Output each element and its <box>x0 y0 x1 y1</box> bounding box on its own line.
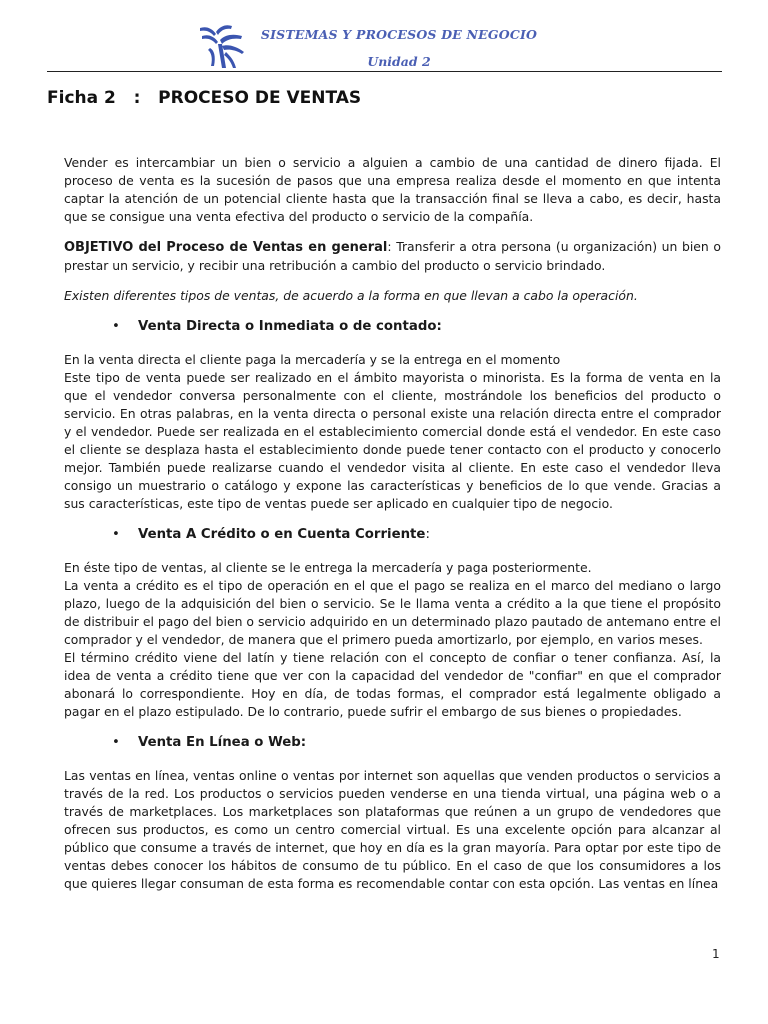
bullet-dot-icon: • <box>112 319 120 334</box>
unit-label: Unidad 2 <box>367 54 431 69</box>
bullet-dot-icon: • <box>112 527 120 542</box>
course-title: SISTEMAS Y PROCESOS DE NEGOCIO <box>260 27 538 42</box>
section-paragraph: El término crédito viene del latín y tiene relación con el concepto de confiar o tener confianza. Así, la idea de venta a crédito tiene que ver con la capacidad del vendedor de "confiar" en que el comprador abonará lo correspondiente. Hoy en día, de todas formas, el comprador está legalmente obligado a pagar en el plazo estipulado. De lo contrario, puede sufrir el embargo de sus bienes o propiedades. <box>64 650 721 719</box>
objective-paragraph <box>64 238 721 275</box>
bullet-dot-icon: • <box>112 735 120 750</box>
section-heading-direct-sale <box>0 317 721 337</box>
section-heading-text <box>138 525 430 545</box>
section-paragraph: Las ventas en línea, ventas online o ventas por internet son aquellas que venden productos o servicios a través de la red. Los productos o servicios pueden venderse en una tienda virtual, una página web o a través de marketplaces. Los marketplaces son plataformas que reúnen a un grupo de vendedores que ofrecen sus productos, es como un centro comercial virtual. Es una excelente opción para alcanzar al público que consume a través de internet, que hoy en día es la gran mayoría. Para optar por este tipo de ventas debes conocer los hábitos de consumo de tu público. En el caso de que los consumidores a los que quieres llegar consuman de esta forma es recomendable contar con esta opción. Las ventas en línea <box>64 768 721 891</box>
section-heading-suffix: : <box>425 527 430 542</box>
page-number: 1 <box>712 947 720 961</box>
section-paragraph: En la venta directa el cliente paga la mercadería y se la entrega en el momento <box>64 352 561 367</box>
section-paragraph: En éste tipo de ventas, al cliente se le entrega la mercadería y paga posteriormente. <box>64 560 592 575</box>
document-body <box>64 154 721 893</box>
university-logo-icon <box>196 22 248 70</box>
section-heading-text: Venta Directa o Inmediata o de contado: <box>138 319 442 334</box>
page-title: Ficha 2 : PROCESO DE VENTAS <box>47 88 362 108</box>
header-divider <box>47 71 722 72</box>
section-paragraph: Este tipo de venta puede ser realizado en el ámbito mayorista o minorista. Es la forma de venta en la que el vendedor conversa personalmente con el cliente, mostrándole los beneficios del producto o servicio. En otras palabras, en la venta directa o personal existe una relación directa entre el comprador y el vendedor. Puede ser realizada en el establecimiento comercial donde está el vendedor. En este caso el cliente se desplaza hasta el establecimiento donde puede tener contacto con el producto y conocerlo mejor. También puede realizarse cuando el vendedor visita al cliente. En este caso el vendedor lleva consigo un muestrario o catálogo y expone las características y beneficios de lo que vende. Gracias a sus características, este tipo de ventas puede ser aplicado en cualquier tipo de negocio. <box>64 370 721 511</box>
section-paragraph: La venta a crédito es el tipo de operación en el que el pago se realiza en el marco del mediano o largo plazo, luego de la adquisición del bien o servicio. Se le llama venta a crédito a la que tiene el propósito de distribuir el pago del bien o servicio adquirido en un determinado plazo pautado de antemano entre el comprador y el vendedor, de manera que el primero pueda amortizarlo, por ejemplo, en varios meses. <box>64 578 721 647</box>
objective-text: : Transferir a otra persona (u organización) un bien o prestar un servicio, y recibir una retribución a cambio del producto o servicio brindado. <box>64 239 721 273</box>
section-heading-text: Venta En Línea o Web: <box>138 735 307 750</box>
section-heading-label: Venta A Crédito o en Cuenta Corriente <box>138 527 426 542</box>
section-heading-online-sale <box>0 733 721 753</box>
types-intro: Existen diferentes tipos de ventas, de acuerdo a la forma en que llevan a cabo la operación. <box>64 288 638 303</box>
objective-label: OBJETIVO del Proceso de Ventas en general <box>64 240 388 255</box>
intro-paragraph: Vender es intercambiar un bien o servicio a alguien a cambio de una cantidad de dinero fijada. El proceso de venta es la sucesión de pasos que una empresa realiza desde el momento en que intenta captar la atención de un potencial cliente hasta que la transacción final se lleva a cabo, es decir, hasta que se consigue una venta efectiva del producto o servicio de la compañía. <box>64 155 721 224</box>
section-heading-credit-sale <box>0 525 721 545</box>
